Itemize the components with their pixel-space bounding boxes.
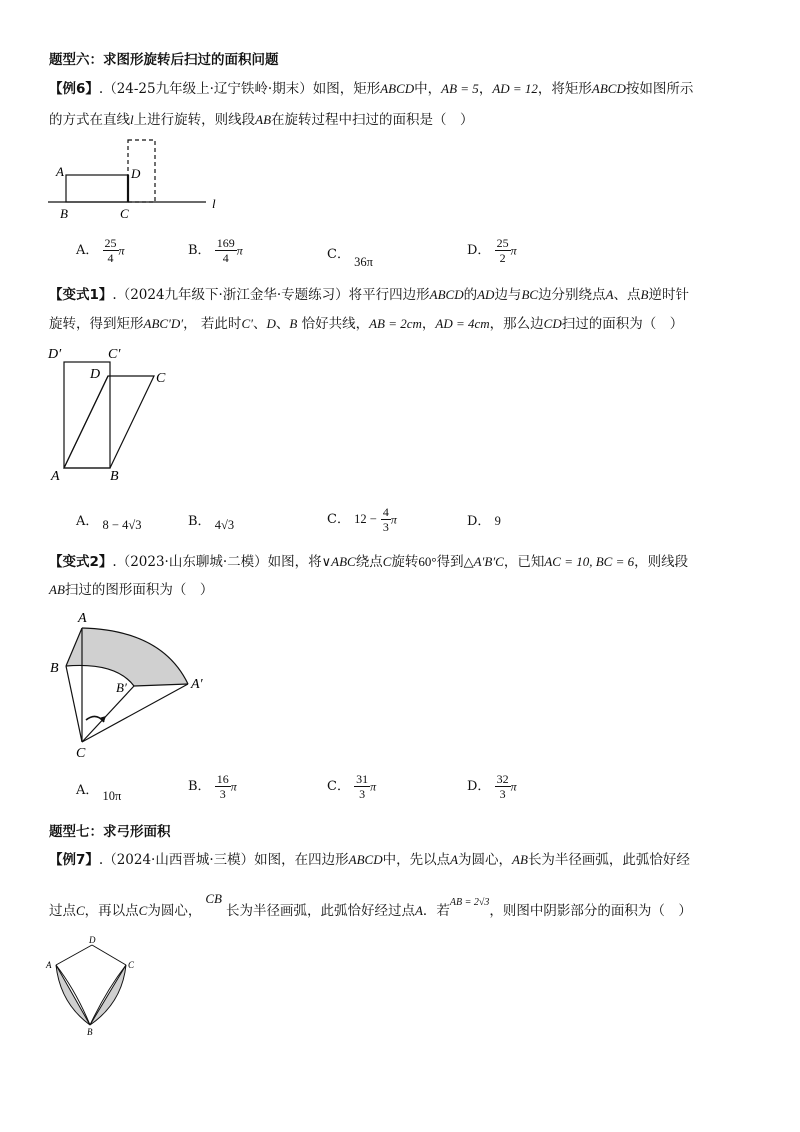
frac-num: 25	[496, 236, 509, 250]
option-label: A．	[76, 514, 99, 529]
var1-label-dp: D′	[48, 347, 62, 362]
var2-option-b[interactable]	[188, 772, 237, 801]
pi-symbol: π	[510, 243, 517, 258]
var1-d: D	[266, 316, 276, 331]
ex6-figure	[40, 132, 240, 222]
var1-option-d[interactable]	[467, 511, 501, 532]
ex7-pc: C	[76, 903, 85, 918]
var1-rect: ABC′D′	[143, 316, 184, 331]
var1-text: 边分别绕点	[538, 287, 606, 303]
frac-den: 4	[107, 251, 114, 265]
ex6-option-d[interactable]	[467, 236, 517, 265]
ex7-quad: ABCD	[348, 852, 383, 867]
option-label: D．	[467, 243, 491, 258]
ex6-text: 在旋转过程中扫过的面积是（ ）	[271, 112, 474, 128]
pi-symbol: π	[230, 779, 237, 794]
var2-label-c: C	[76, 746, 86, 760]
frac-num: 169	[216, 236, 235, 250]
frac-den: 3	[219, 787, 226, 801]
ex7-text: ．若	[422, 903, 450, 919]
ex7-text: 为圆心，	[458, 852, 513, 868]
ex7-seg-ad	[56, 945, 92, 965]
option-label: B．	[188, 514, 211, 529]
option-label: A．	[76, 243, 99, 258]
ex6-text: 中，	[414, 81, 442, 97]
var1-text: .（2024九年级下·浙江金华·专题练习）将平行四边形	[112, 287, 430, 303]
option-label: C．	[327, 512, 350, 527]
var2-text: ，已知	[503, 554, 545, 570]
var1-text: ，	[421, 316, 436, 332]
ex6-text: 上进行旋转，则线段	[133, 112, 256, 128]
ex7-seg-dc	[92, 945, 126, 965]
var2-text: 扫过的图形面积为（ ）	[64, 582, 214, 598]
var2-figure	[44, 608, 214, 760]
var1-line1	[49, 285, 689, 305]
var2-label-a: A	[78, 611, 87, 626]
ex7-cb: CB	[205, 891, 222, 906]
pi-symbol: π	[236, 243, 243, 258]
ex7-text: .（2024·山西晋城·三模）如图，在四边形	[98, 852, 349, 868]
var1-ab: AB = 2cm	[369, 316, 422, 331]
option-label: B．	[188, 243, 211, 258]
option-value: 8 − 4√3	[102, 518, 142, 532]
option-fraction	[381, 505, 391, 534]
section7-title: 题型七：求弓形面积	[49, 824, 171, 840]
var1-rect-abcpdp	[64, 362, 110, 468]
var1-figure	[44, 342, 184, 484]
pi-symbol: π	[370, 779, 377, 794]
var1-text: 的	[463, 287, 478, 303]
var1-label-cp: C′	[108, 347, 121, 362]
ex6-text: 的方式在直线	[49, 112, 130, 128]
ex6-text: 按如图所示	[625, 81, 694, 97]
ex6-rect2: ABCD	[591, 81, 626, 96]
option-fraction	[354, 772, 370, 801]
var1-bc: BC	[521, 287, 539, 302]
ex6-text: ，	[478, 81, 493, 97]
ex6-option-c[interactable]	[327, 244, 373, 269]
ex7-pc2: C	[138, 903, 148, 918]
var2-option-a[interactable]	[76, 780, 121, 801]
ex6-option-b[interactable]	[188, 236, 243, 265]
ex6-ab: AB = 5	[441, 81, 479, 96]
ex6-option-a[interactable]	[76, 236, 125, 265]
pi-symbol: π	[390, 512, 397, 527]
var1-text: 、	[275, 316, 290, 332]
ex6-seg: AB	[255, 112, 272, 127]
option-label: B．	[188, 779, 211, 794]
var1-text: 旋转，得到矩形	[49, 316, 144, 332]
var2-shaded-region	[66, 628, 188, 686]
ex6-text: ，将矩形	[537, 81, 592, 97]
var1-line2	[49, 314, 683, 334]
var1-text: 恰好共线，	[297, 316, 370, 332]
var2-text: ，则线段	[634, 554, 689, 570]
var1-text: ，那么边	[489, 316, 544, 332]
ex7-text: ，再以点	[84, 903, 139, 919]
option-value: 4√3	[214, 518, 235, 532]
option-label: D．	[467, 779, 491, 794]
var1-cp: C′	[241, 316, 253, 331]
var2-c: C	[382, 554, 392, 569]
ex7-abval: AB = 2√3	[449, 897, 490, 908]
ex7-label-d: D	[89, 935, 96, 945]
var2-line1	[49, 552, 688, 572]
var2-label-bp: B′	[116, 680, 127, 695]
ex6-label-d: D	[131, 166, 141, 181]
var2-seg: AB	[49, 582, 65, 597]
option-value: 12 −	[354, 512, 377, 526]
var1-option-b[interactable]	[188, 511, 234, 532]
var1-pa: A	[605, 287, 614, 302]
frac-den: 3	[499, 787, 506, 801]
var2-vals: AC = 10, BC = 6	[544, 554, 635, 569]
option-label: A．	[76, 783, 99, 798]
var2-seg-apc	[82, 684, 188, 742]
frac-den: 4	[222, 251, 229, 265]
option-label: D．	[467, 514, 491, 529]
option-value: 10π	[102, 789, 122, 803]
ex6-line1	[49, 79, 693, 99]
var1-label-b: B	[110, 469, 119, 484]
ex6-label-a: A	[56, 164, 64, 179]
var1-text: ， 若此时	[183, 316, 242, 332]
var2-text: .（2023·山东聊城·二模）如图，将	[112, 554, 322, 570]
frac-num: 16	[216, 772, 229, 786]
frac-den: 3	[359, 787, 366, 801]
option-fraction	[215, 236, 237, 265]
section6-title: 题型六：求图形旋转后扫过的面积问题	[49, 52, 279, 68]
ex7-pa2: A	[414, 903, 423, 918]
var2-option-d[interactable]	[467, 772, 517, 801]
var1-tag: 【变式1】	[49, 287, 113, 303]
frac-den: 2	[499, 251, 506, 265]
ex7-line1	[49, 850, 690, 870]
var1-label-c: C	[156, 371, 166, 386]
var1-text: 、点	[613, 287, 641, 303]
pi-symbol: π	[510, 779, 517, 794]
option-fraction	[495, 236, 511, 265]
ex7-shaded-left	[56, 965, 90, 1025]
var1-option-a[interactable]	[76, 511, 141, 532]
option-label: C．	[327, 247, 350, 262]
var1-para: ABCD	[429, 287, 464, 302]
option-label: C．	[327, 779, 350, 794]
option-value: 9	[494, 514, 501, 528]
ex6-line2	[49, 110, 474, 130]
frac-num: 31	[356, 772, 369, 786]
ex7-label-c: C	[128, 960, 135, 970]
option-value: 36π	[354, 255, 373, 269]
var1-ad2: AD = 4cm	[435, 316, 490, 331]
var1-text: 逆时针	[648, 287, 689, 303]
var2-tri2: △A′B′C	[463, 554, 504, 569]
var2-tri: ∨ABC	[321, 554, 356, 569]
ex7-text: ，则图中阴影部分的面积为（ ）	[489, 903, 692, 919]
var1-parallelogram	[64, 376, 154, 468]
ex7-tag: 【例7】	[49, 852, 99, 868]
ex7-text: 为圆心，	[147, 903, 202, 919]
ex6-label-l: l	[212, 196, 216, 211]
frac-num: 25	[104, 236, 117, 250]
var1-b: B	[289, 316, 298, 331]
frac-num: 32	[496, 772, 509, 786]
pi-symbol: π	[118, 243, 125, 258]
ex7-figure	[44, 935, 144, 1037]
ex7-pa: A	[450, 852, 459, 867]
var2-text: 绕点	[355, 554, 383, 570]
ex6-rect: ABCD	[380, 81, 415, 96]
var2-text: 旋转	[391, 554, 419, 570]
var1-option-c[interactable]	[327, 505, 397, 534]
ex7-ab: AB	[512, 852, 528, 867]
ex6-label-c: C	[120, 206, 129, 221]
var1-text: 、	[252, 316, 267, 332]
var2-option-c[interactable]	[327, 772, 376, 801]
ex6-source: .（24-25九年级上·辽宁铁岭·期末）如图，矩形	[98, 81, 381, 97]
var1-text: 扫过的面积为（ ）	[561, 316, 684, 332]
ex7-label-b: B	[87, 1027, 93, 1037]
var1-pb: B	[640, 287, 649, 302]
option-fraction	[495, 772, 511, 801]
frac-num: 4	[382, 505, 389, 519]
var1-ad: AD	[477, 287, 495, 302]
option-fraction	[215, 772, 231, 801]
option-fraction	[103, 236, 119, 265]
ex7-text: 长为半径画弧，此弧恰好经过点	[225, 903, 415, 919]
var2-text: 得到	[436, 554, 464, 570]
var1-text: 边与	[494, 287, 522, 303]
ex6-line-l: l	[130, 112, 134, 127]
var2-label-ap: A′	[191, 677, 203, 692]
ex7-text: 长为半径画弧，此弧恰好经	[527, 852, 690, 868]
var2-line2	[49, 580, 213, 600]
ex7-shaded-right	[90, 965, 126, 1025]
var1-label-d: D	[90, 367, 101, 382]
ex6-ad: AD = 12	[492, 81, 538, 96]
var2-angle: 60°	[418, 554, 437, 569]
ex7-label-a: A	[46, 960, 52, 970]
ex7-text: 中，先以点	[382, 852, 451, 868]
ex6-label-b: B	[60, 206, 68, 221]
var2-tag: 【变式2】	[49, 554, 113, 570]
frac-den: 3	[382, 520, 389, 534]
ex6-rect-abcd	[66, 175, 128, 202]
var1-cd: CD	[543, 316, 562, 331]
var1-label-a: A	[51, 469, 60, 484]
var1-diag-ad	[64, 376, 108, 468]
ex7-line2	[49, 891, 692, 923]
var2-label-b: B	[50, 661, 59, 676]
var2-seg-bc	[66, 666, 82, 742]
ex7-text: 过点	[49, 903, 76, 919]
ex6-tag: 【例6】	[49, 81, 99, 97]
